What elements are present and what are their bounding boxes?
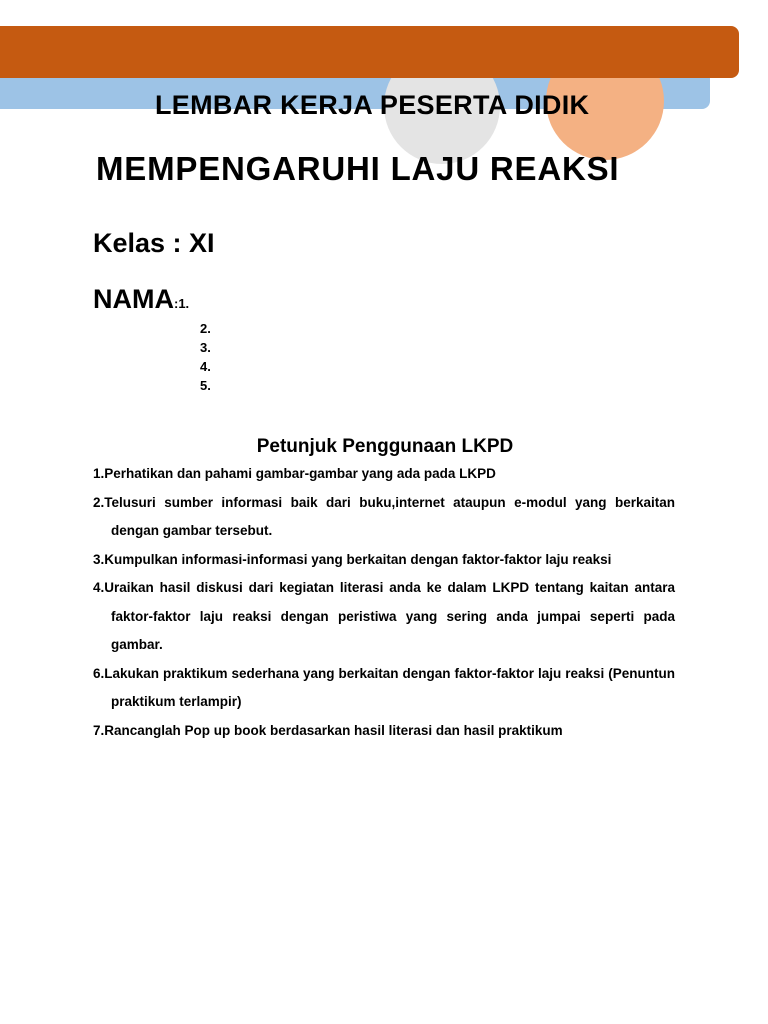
name-list-item: 2. <box>200 321 211 336</box>
instruction-item: 7.Rancanglah Pop up book berdasarkan hasil literasi dan hasil praktikum <box>93 722 563 738</box>
header-band-orange <box>0 26 739 78</box>
document-title: LEMBAR KERJA PESERTA DIDIK <box>155 90 590 120</box>
instruction-item: 3.Kumpulkan informasi-informasi yang berkaitan dengan faktor-faktor laju reaksi <box>93 551 612 567</box>
kelas-label: Kelas : XI <box>93 228 215 258</box>
instruction-item: 4.Uraikan hasil diskusi dari kegiatan literasi anda ke dalam LKPD tentang kaitan antara faktor-faktor laju reaksi dengan peristiwa yang sering anda jumpai seperti pada gambar. <box>93 580 675 652</box>
name-list-item: 5. <box>200 378 211 393</box>
nama-line <box>93 284 189 315</box>
document-subtitle: MEMPENGARUHI LAJU REAKSI <box>96 150 620 187</box>
instructions-list <box>93 460 675 745</box>
instruction-item: 6.Lakukan praktikum sederhana yang berkaitan dengan faktor-faktor laju reaksi (Penuntun praktikum terlampir) <box>93 665 675 709</box>
name-list <box>200 319 211 395</box>
instructions-heading: Petunjuk Penggunaan LKPD <box>256 436 514 457</box>
instruction-item: 2.Telusuri sumber informasi baik dari buku,internet ataupun e-modul yang berkaitan dengan gambar tersebut. <box>93 494 675 538</box>
name-list-item: 3. <box>200 340 211 355</box>
nama-label: NAMA <box>93 284 174 314</box>
instruction-item: 1.Perhatikan dan pahami gambar-gambar yang ada pada LKPD <box>93 466 496 481</box>
nama-entry-1: :1. <box>174 296 190 311</box>
name-list-item: 4. <box>200 359 211 374</box>
